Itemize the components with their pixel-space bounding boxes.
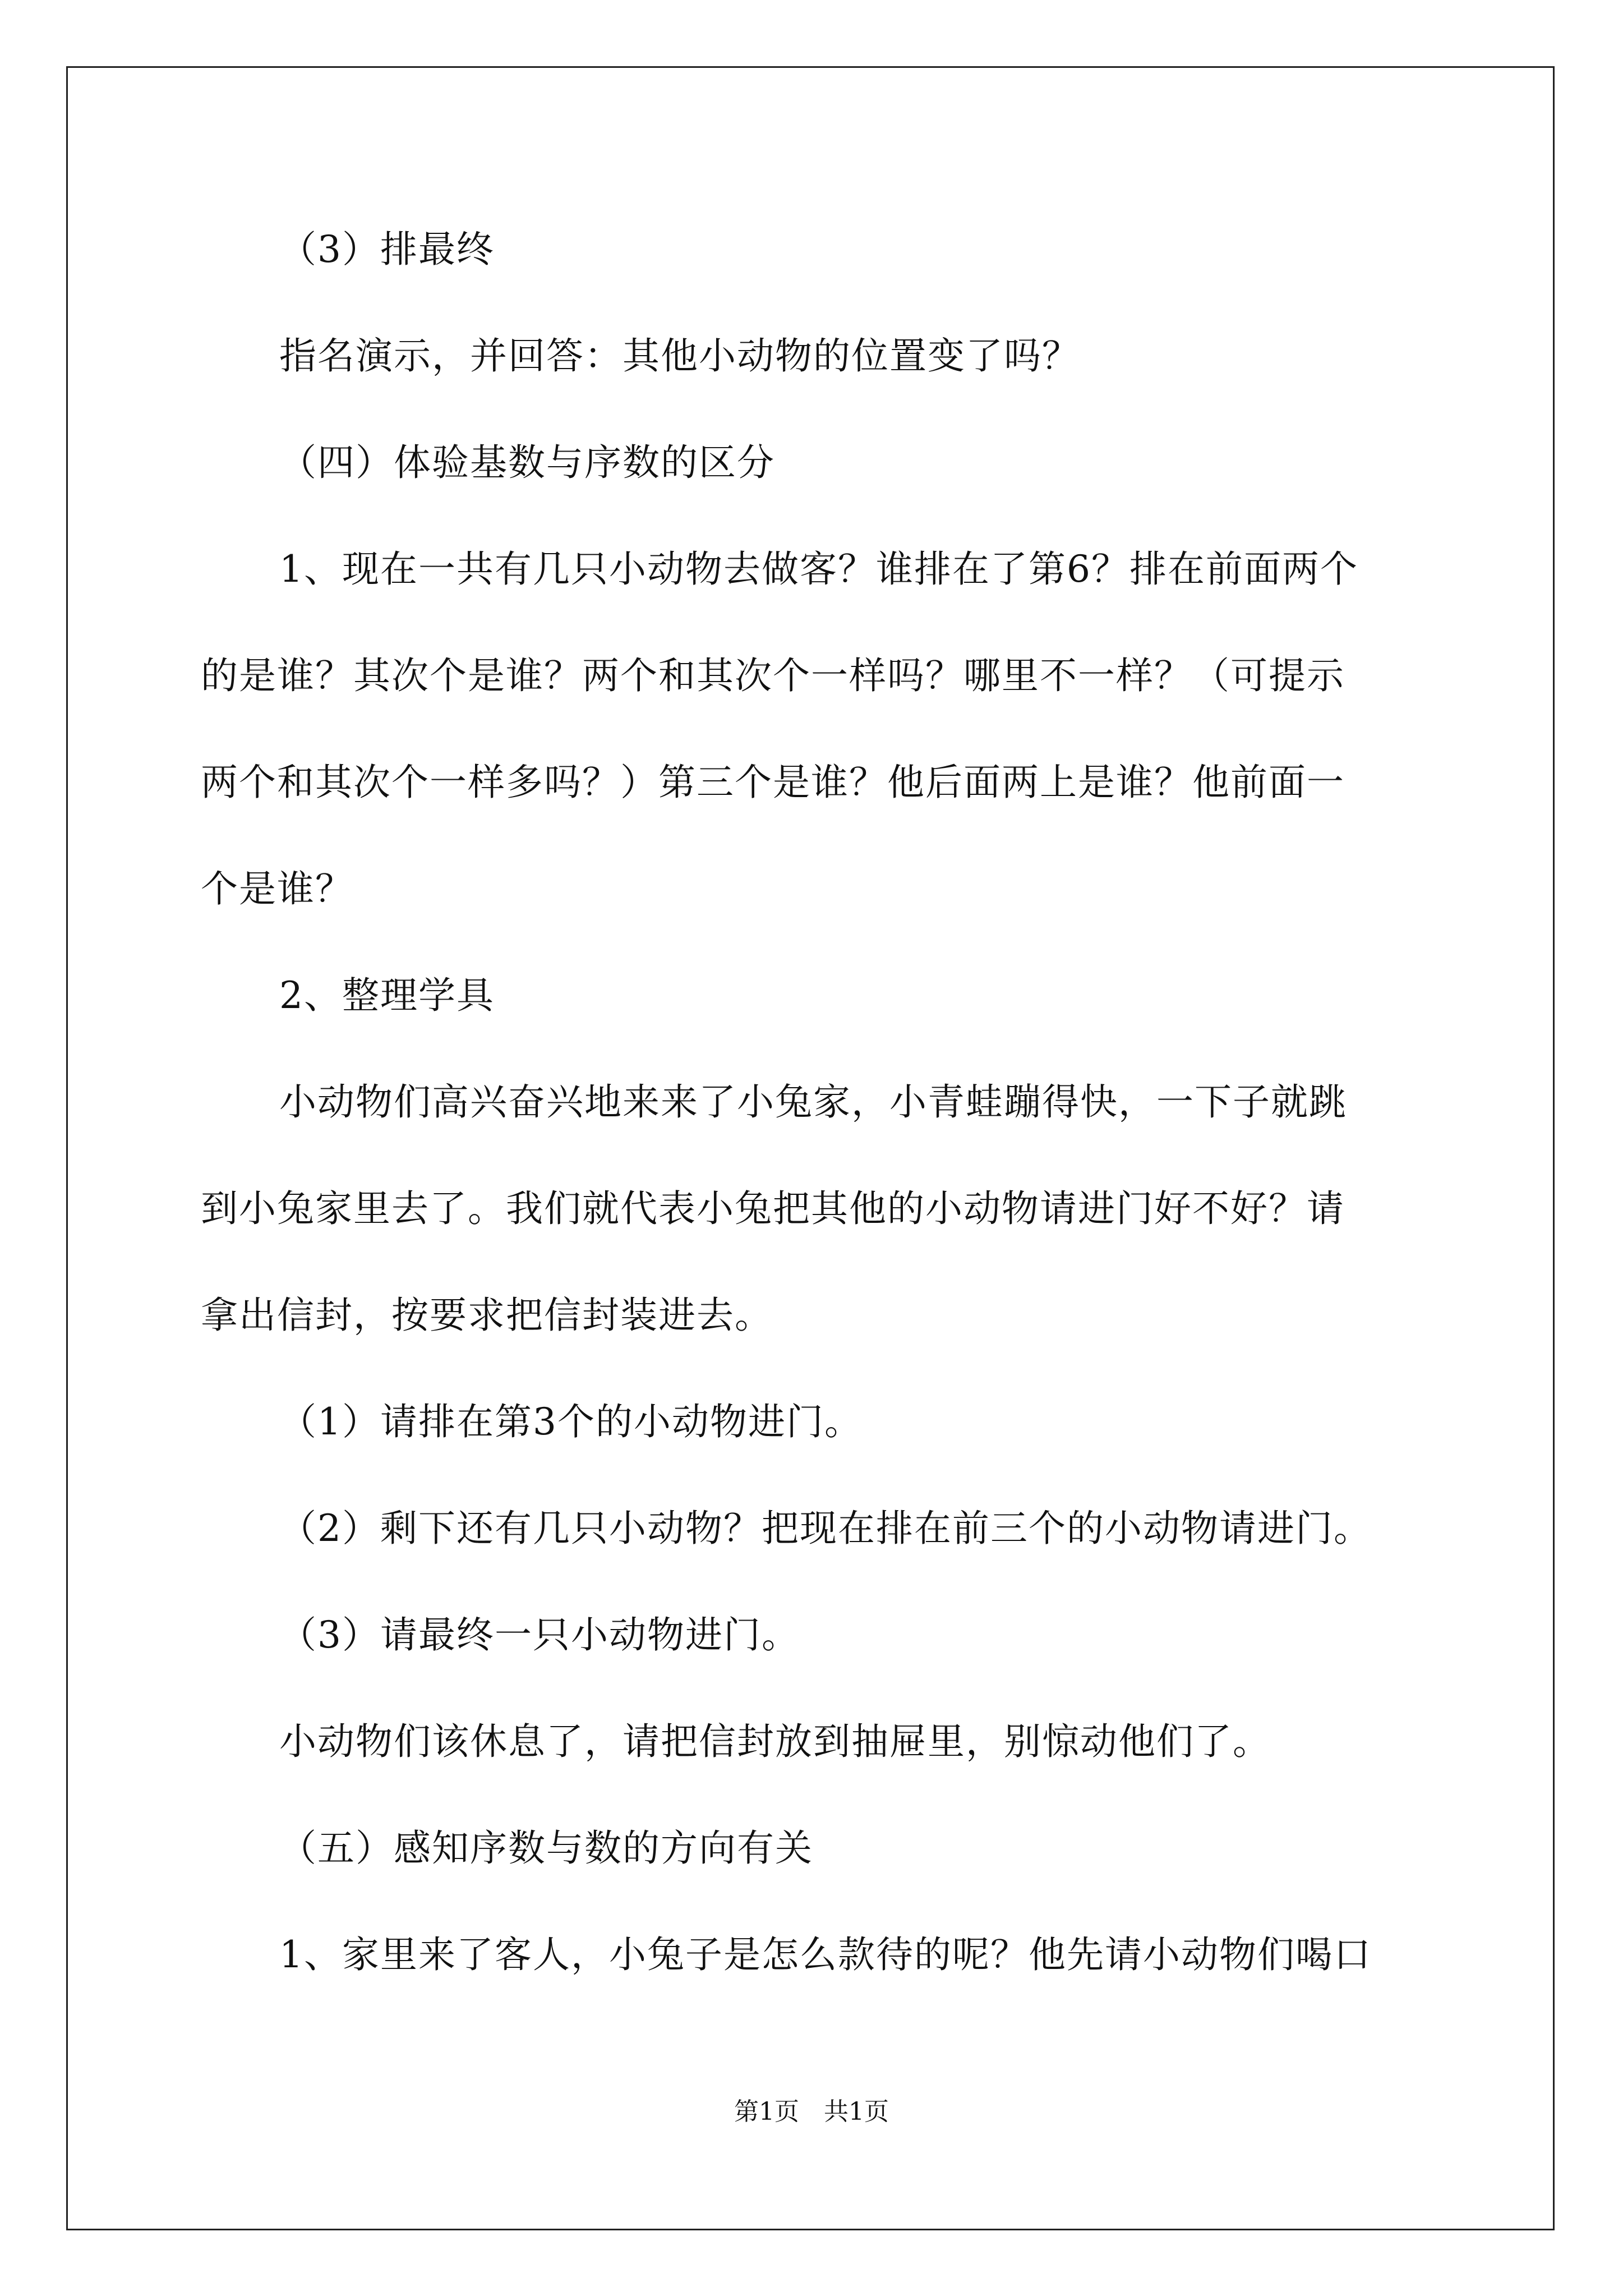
text-line: （2）剩下还有几只小动物？把现在排在前三个的小动物请进门。: [279, 1507, 1372, 1550]
text-line: 的是谁？其次个是谁？两个和其次个一样吗？哪里不一样？（可提示: [201, 654, 1345, 697]
text-line: 1、家里来了客人，小兔子是怎么款待的呢？他先请小动物们喝口: [279, 1933, 1372, 1976]
page-border: [66, 66, 1555, 2230]
text-line: （3）请最终一只小动物进门。: [279, 1613, 800, 1657]
text-line: 小动物们该休息了，请把信封放到抽屉里，别惊动他们了。: [279, 1720, 1271, 1763]
text-line: 两个和其次个一样多吗？）第三个是谁？他后面两上是谁？他前面一: [201, 761, 1345, 804]
text-line: 拿出信封，按要求把信封装进去。: [201, 1294, 773, 1337]
text-line: （3）排最终: [279, 228, 495, 271]
page-footer: 第1页 共1页: [734, 2097, 889, 2126]
text-line: 到小兔家里去了。我们就代表小兔把其他的小动物请进门好不好？请: [201, 1187, 1345, 1230]
text-line: （四）体验基数与序数的区分: [279, 441, 775, 484]
text-line: 指名演示，并回答：其他小动物的位置变了吗？: [279, 334, 1080, 378]
text-line: （五）感知序数与数的方向有关: [279, 1826, 813, 1870]
text-line: 1、现在一共有几只小动物去做客？谁排在了第6？排在前面两个: [279, 547, 1358, 591]
text-line: （1）请排在第3个的小动物进门。: [279, 1400, 863, 1443]
text-line: 个是谁？: [201, 867, 353, 910]
text-line: 2、整理学具: [279, 974, 495, 1017]
text-line: 小动物们高兴奋兴地来来了小兔家，小青蛙蹦得快，一下子就跳: [279, 1080, 1347, 1124]
